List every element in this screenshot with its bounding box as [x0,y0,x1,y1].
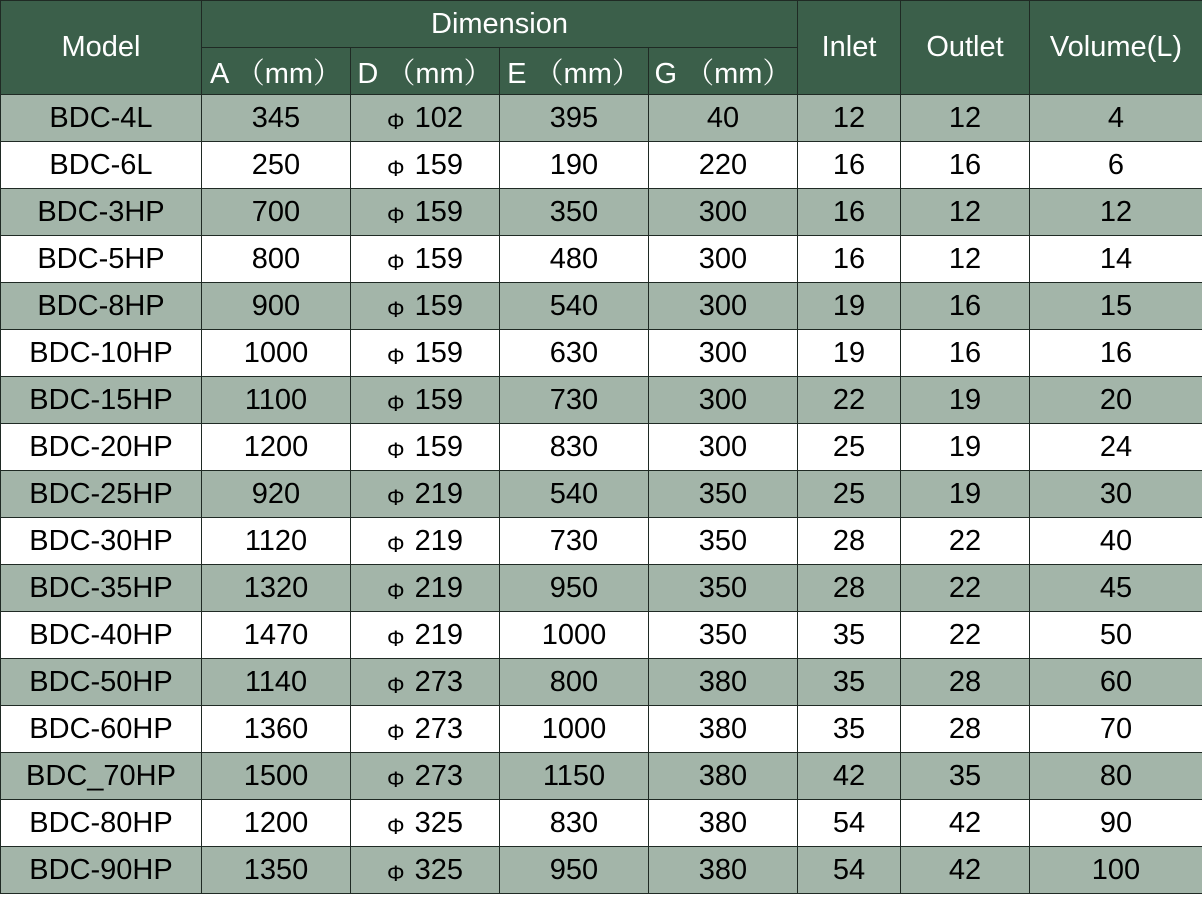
header-dimension: Dimension [202,1,798,48]
cell-a: 1500 [202,753,351,800]
table-row [1,424,1202,471]
cell-d [351,283,500,330]
cell-d [351,565,500,612]
cell-a: 345 [202,95,351,142]
cell-inlet: 25 [798,471,901,518]
cell-d [351,800,500,847]
diameter-value: 219 [414,571,463,604]
cell-g: 300 [649,236,798,283]
cell-volume: 6 [1030,142,1202,189]
cell-g: 380 [649,847,798,894]
cell-inlet: 19 [798,283,901,330]
table-row [1,659,1202,706]
cell-d [351,706,500,753]
cell-volume: 24 [1030,424,1202,471]
table-row [1,612,1202,659]
cell-model: BDC-25HP [1,471,202,518]
cell-d [351,236,500,283]
diameter-value: 102 [414,101,463,134]
cell-e: 950 [500,847,649,894]
cell-volume: 15 [1030,283,1202,330]
cell-e: 395 [500,95,649,142]
cell-model: BDC-40HP [1,612,202,659]
cell-model: BDC-4L [1,95,202,142]
cell-d [351,753,500,800]
cell-g: 300 [649,283,798,330]
cell-e: 830 [500,424,649,471]
cell-e: 1000 [500,612,649,659]
cell-model: BDC-5HP [1,236,202,283]
phi-symbol: Φ [387,296,405,322]
phi-symbol: Φ [387,437,405,463]
diameter-value: 273 [414,759,463,792]
cell-outlet: 19 [901,424,1030,471]
cell-g: 380 [649,800,798,847]
cell-inlet: 12 [798,95,901,142]
diameter-value: 325 [414,806,463,839]
diameter-value: 159 [414,195,463,228]
diameter-value: 273 [414,665,463,698]
diameter-value: 325 [414,853,463,886]
cell-d [351,659,500,706]
cell-outlet: 12 [901,189,1030,236]
cell-outlet: 42 [901,847,1030,894]
diameter-value: 273 [414,712,463,745]
phi-symbol: Φ [387,343,405,369]
cell-d [351,471,500,518]
cell-outlet: 16 [901,330,1030,377]
cell-g: 350 [649,518,798,565]
cell-outlet: 35 [901,753,1030,800]
cell-model: BDC-20HP [1,424,202,471]
cell-model: BDC-60HP [1,706,202,753]
diameter-value: 159 [414,148,463,181]
cell-e: 730 [500,377,649,424]
cell-inlet: 35 [798,612,901,659]
cell-a: 900 [202,283,351,330]
header-volume: Volume(L) [1030,1,1202,95]
diameter-value: 159 [414,242,463,275]
header-g: G （mm） [649,48,798,95]
table-row [1,565,1202,612]
cell-d [351,189,500,236]
diameter-value: 159 [414,289,463,322]
diameter-value: 159 [414,430,463,463]
phi-symbol: Φ [387,766,405,792]
cell-outlet: 28 [901,706,1030,753]
phi-symbol: Φ [387,484,405,510]
diameter-value: 159 [414,383,463,416]
cell-e: 800 [500,659,649,706]
diameter-value: 219 [414,618,463,651]
cell-model: BDC-90HP [1,847,202,894]
cell-inlet: 54 [798,800,901,847]
header-d: D （mm） [351,48,500,95]
cell-a: 1120 [202,518,351,565]
cell-inlet: 16 [798,142,901,189]
cell-inlet: 19 [798,330,901,377]
cell-inlet: 28 [798,565,901,612]
cell-outlet: 22 [901,518,1030,565]
cell-volume: 50 [1030,612,1202,659]
phi-symbol: Φ [387,249,405,275]
cell-volume: 4 [1030,95,1202,142]
cell-volume: 100 [1030,847,1202,894]
phi-symbol: Φ [387,155,405,181]
cell-outlet: 22 [901,565,1030,612]
cell-a: 1200 [202,424,351,471]
header-e: E （mm） [500,48,649,95]
table-row [1,471,1202,518]
cell-g: 40 [649,95,798,142]
cell-g: 300 [649,189,798,236]
cell-g: 380 [649,706,798,753]
cell-e: 1000 [500,706,649,753]
header-outlet: Outlet [901,1,1030,95]
cell-a: 1350 [202,847,351,894]
cell-e: 540 [500,283,649,330]
cell-a: 1140 [202,659,351,706]
cell-e: 950 [500,565,649,612]
phi-symbol: Φ [387,672,405,698]
cell-outlet: 28 [901,659,1030,706]
table-row [1,800,1202,847]
cell-inlet: 35 [798,706,901,753]
cell-d [351,612,500,659]
cell-outlet: 12 [901,95,1030,142]
cell-a: 800 [202,236,351,283]
cell-d [351,95,500,142]
cell-e: 540 [500,471,649,518]
table-row [1,142,1202,189]
cell-e: 630 [500,330,649,377]
cell-e: 350 [500,189,649,236]
cell-outlet: 22 [901,612,1030,659]
table-row [1,236,1202,283]
cell-d [351,847,500,894]
cell-a: 1360 [202,706,351,753]
cell-g: 300 [649,330,798,377]
cell-a: 1000 [202,330,351,377]
cell-d [351,518,500,565]
cell-model: BDC-50HP [1,659,202,706]
cell-a: 1200 [202,800,351,847]
table-row [1,753,1202,800]
cell-a: 250 [202,142,351,189]
cell-g: 300 [649,377,798,424]
table-body [1,95,1202,894]
cell-g: 380 [649,659,798,706]
cell-volume: 12 [1030,189,1202,236]
cell-model: BDC-15HP [1,377,202,424]
diameter-value: 219 [414,524,463,557]
cell-model: BDC-80HP [1,800,202,847]
cell-e: 730 [500,518,649,565]
cell-d [351,424,500,471]
cell-outlet: 42 [901,800,1030,847]
diameter-value: 219 [414,477,463,510]
cell-inlet: 25 [798,424,901,471]
cell-model: BDC-3HP [1,189,202,236]
cell-volume: 80 [1030,753,1202,800]
cell-a: 700 [202,189,351,236]
phi-symbol: Φ [387,860,405,886]
phi-symbol: Φ [387,202,405,228]
table-row [1,377,1202,424]
cell-model: BDC_70HP [1,753,202,800]
table-row [1,518,1202,565]
cell-d [351,330,500,377]
cell-outlet: 12 [901,236,1030,283]
cell-inlet: 16 [798,189,901,236]
cell-inlet: 16 [798,236,901,283]
cell-d [351,142,500,189]
cell-model: BDC-8HP [1,283,202,330]
cell-inlet: 42 [798,753,901,800]
cell-g: 300 [649,424,798,471]
cell-volume: 60 [1030,659,1202,706]
cell-model: BDC-30HP [1,518,202,565]
table-row [1,283,1202,330]
table-row [1,189,1202,236]
cell-volume: 40 [1030,518,1202,565]
table-row [1,95,1202,142]
cell-inlet: 54 [798,847,901,894]
cell-outlet: 19 [901,377,1030,424]
cell-a: 1320 [202,565,351,612]
cell-model: BDC-35HP [1,565,202,612]
cell-g: 350 [649,565,798,612]
table-row [1,330,1202,377]
cell-inlet: 28 [798,518,901,565]
cell-outlet: 16 [901,142,1030,189]
table-row [1,706,1202,753]
phi-symbol: Φ [387,625,405,651]
cell-g: 220 [649,142,798,189]
cell-a: 1470 [202,612,351,659]
cell-d [351,377,500,424]
cell-inlet: 35 [798,659,901,706]
cell-e: 830 [500,800,649,847]
phi-symbol: Φ [387,390,405,416]
cell-g: 350 [649,612,798,659]
cell-volume: 16 [1030,330,1202,377]
cell-volume: 90 [1030,800,1202,847]
cell-a: 1100 [202,377,351,424]
phi-symbol: Φ [387,813,405,839]
cell-outlet: 16 [901,283,1030,330]
phi-symbol: Φ [387,108,405,134]
cell-g: 380 [649,753,798,800]
cell-volume: 70 [1030,706,1202,753]
cell-g: 350 [649,471,798,518]
phi-symbol: Φ [387,578,405,604]
table-header [1,1,1202,95]
header-model: Model [1,1,202,95]
cell-a: 920 [202,471,351,518]
cell-volume: 30 [1030,471,1202,518]
diameter-value: 159 [414,336,463,369]
table-row [1,847,1202,894]
cell-e: 480 [500,236,649,283]
cell-outlet: 19 [901,471,1030,518]
cell-inlet: 22 [798,377,901,424]
phi-symbol: Φ [387,719,405,745]
cell-volume: 45 [1030,565,1202,612]
cell-e: 1150 [500,753,649,800]
cell-model: BDC-10HP [1,330,202,377]
header-a: A （mm） [202,48,351,95]
cell-volume: 14 [1030,236,1202,283]
cell-volume: 20 [1030,377,1202,424]
cell-model: BDC-6L [1,142,202,189]
cell-e: 190 [500,142,649,189]
phi-symbol: Φ [387,531,405,557]
header-inlet: Inlet [798,1,901,95]
